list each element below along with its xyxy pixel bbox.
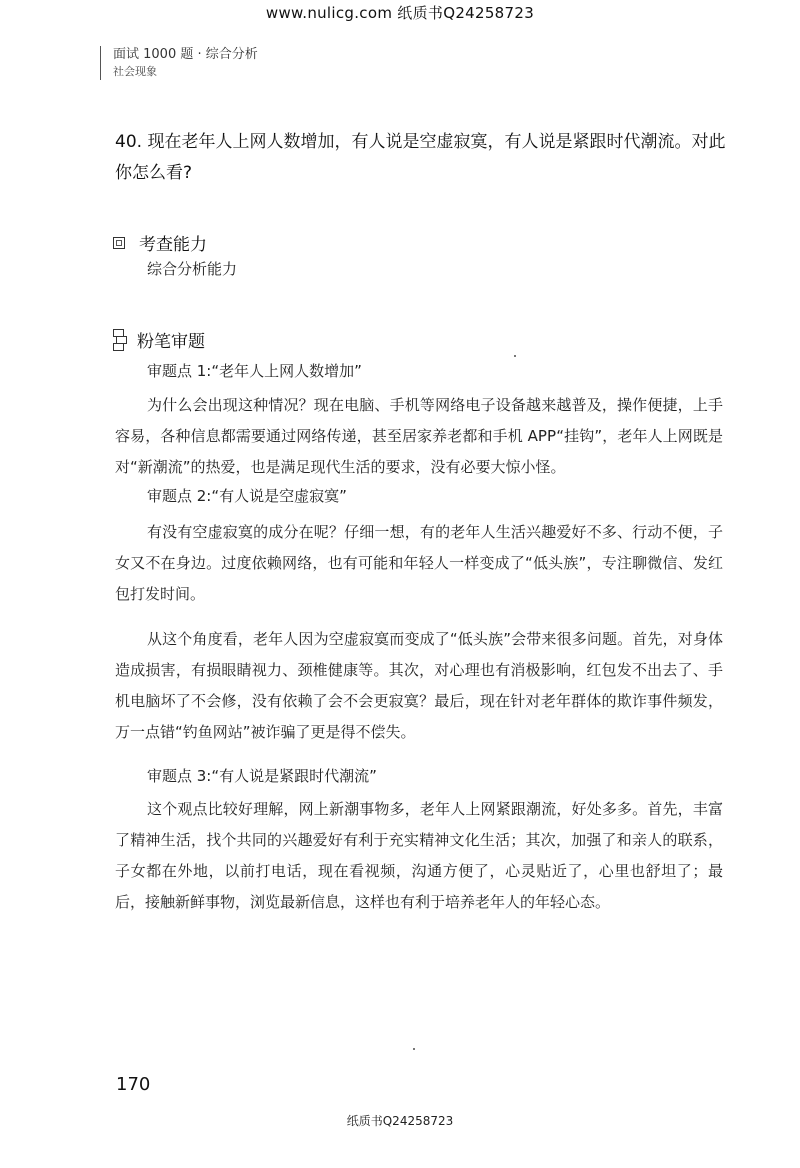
point2-paragraph-1: 有没有空虚寂寞的成分在呢？仔细一想，有的老年人生活兴趣爱好不多、行动不便，子女又不在身边。过度依赖网络，也有可能和年轻人一样变成了“低头族”，专注聊微信、发红包打发时间。	[115, 523, 723, 603]
book-title: 面试 1000 题 · 综合分析	[113, 47, 258, 62]
point2-title: 审题点 2:“有人说是空虚寂寞”	[147, 487, 347, 505]
top-watermark: www.nulicg.com 纸质书Q24258723	[265, 4, 535, 22]
stacked-boxes-icon	[113, 329, 127, 351]
bottom-watermark: 纸质书Q24258723	[346, 1114, 454, 1128]
analysis-heading	[113, 327, 205, 352]
point1-paragraph: 为什么会出现这种情况？现在电脑、手机等网络电子设备越来越普及，操作便捷，上手容易，各种信息都需要通过网络传递，甚至居家养老都和手机 APP“挂钩”，老年人上网既是对“新潮流”的热爱，也是满足现代生活的要求，没有必要大惊小怪。	[115, 396, 723, 476]
point1-title: 审题点 1:“老年人上网人数增加”	[147, 362, 362, 380]
scan-speck	[413, 1048, 415, 1050]
ability-heading-label: 考查能力	[139, 235, 207, 255]
ability-heading	[113, 230, 207, 255]
point3-paragraph: 这个观点比较好理解，网上新潮事物多，老年人上网紧跟潮流，好处多多。首先，丰富了精神生活，找个共同的兴趣爱好有利于充实精神文化生活；其次，加强了和亲人的联系，子女都在外地，以前打电话，现在看视频，沟通方便了，心灵贴近了，心里也舒坦了；最后，接触新鲜事物，浏览最新信息，这样也有利于培养老年人的年轻心态。	[115, 800, 723, 911]
square-bullet-icon	[113, 237, 125, 249]
point3-title: 审题点 3:“有人说是紧跟时代潮流”	[147, 767, 377, 785]
question-text: 40. 现在老年人上网人数增加，有人说是空虚寂寞，有人说是紧跟时代潮流。对此你怎么看?	[115, 132, 726, 183]
page-number: 170	[116, 1074, 151, 1095]
ability-text: 综合分析能力	[147, 260, 238, 278]
point2-paragraph-2: 从这个角度看，老年人因为空虚寂寞而变成了“低头族”会带来很多问题。首先，对身体造成损害，有损眼睛视力、颈椎健康等。其次，对心理也有消极影响，红包发不出去了、手机电脑坏了不会修，没有依赖了会不会更寂寞？最后，现在针对老年群体的欺诈事件频发，万一点错“钓鱼网站”被诈骗了更是得不偿失。	[115, 630, 723, 741]
analysis-heading-label: 粉笔审题	[137, 332, 205, 352]
section-title: 社会现象	[113, 65, 157, 78]
running-head	[100, 46, 258, 80]
scan-speck	[514, 355, 516, 357]
